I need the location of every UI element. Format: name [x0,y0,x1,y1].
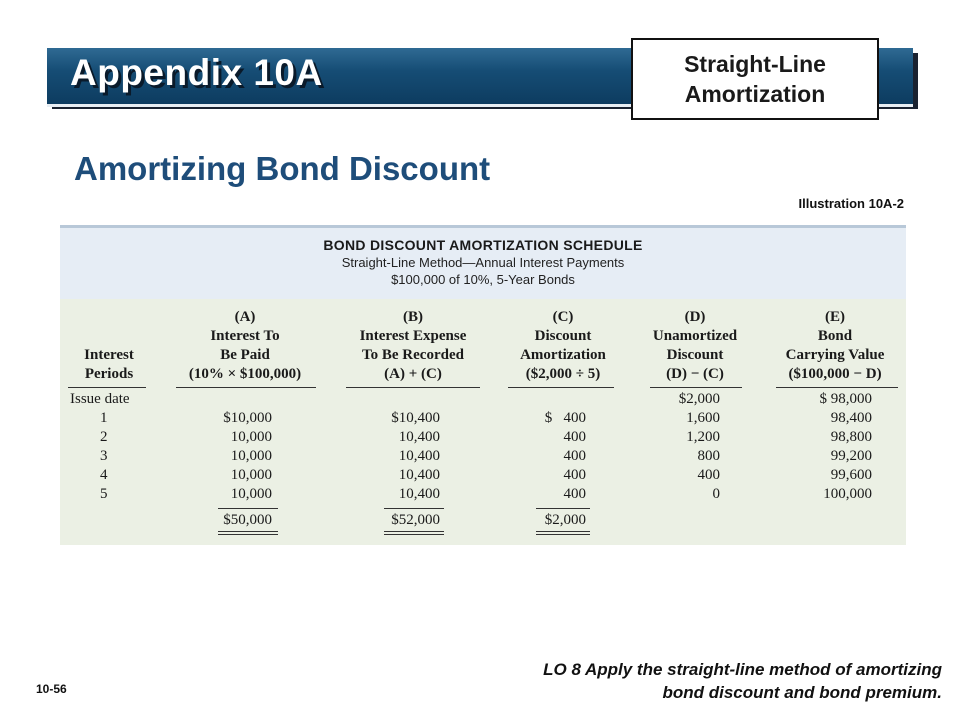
total-rule-a [218,508,278,509]
cell-period-row-4: 4 [100,467,108,483]
cell-b-row-4: 10,400 [398,467,440,483]
double-rule-a-1 [218,531,278,532]
cell-a-row-3: 10,000 [230,448,272,464]
section-title: Amortizing Bond Discount [74,150,491,187]
total-rule-c [536,508,590,509]
schedule-header [60,225,906,299]
double-rule-b-1 [384,531,444,532]
cell-e-row-3: 99,200 [830,448,872,464]
header-rule-a [176,387,316,388]
cell-b-row-5: 10,400 [398,486,440,502]
topic-box [631,38,879,120]
double-rule-b-2 [384,534,444,535]
total-c: $2,000 [544,512,586,528]
header-interest-periods: Interest Periods [84,347,134,382]
schedule-subtitle: Straight-Line Method—Annual Interest Payments [341,255,625,270]
header-col-a: (A) Interest To Be Paid (10% × $100,000) [188,309,302,382]
cell-d-row-3: 800 [697,448,720,464]
schedule-title: BOND DISCOUNT AMORTIZATION SCHEDULE [323,237,643,253]
cell-b-row-1: $10,400 [391,410,440,426]
header-rule-e [776,387,898,388]
header-rule-periods [68,387,146,388]
header-rule-b [346,387,480,388]
schedule-subtitle-2: $100,000 of 10%, 5-Year Bonds [391,272,575,287]
topic-line-2: Amortization [684,81,826,107]
illustration-label: Illustration 10A-2 [798,196,904,211]
cell-a-row-1: $10,000 [223,410,272,426]
header-col-b: (B) Interest Expense To Be Recorded (A) + (C) [359,309,467,382]
total-b: $52,000 [391,512,440,528]
cell-a-row-4: 10,000 [230,467,272,483]
cell-e-row-5: 100,000 [823,486,872,502]
cell-c-row-5: 400 [563,486,586,502]
cell-d-row-2: 1,200 [686,429,720,445]
cell-period-row-2: 2 [100,429,108,445]
cell-a-row-5: 10,000 [230,486,272,502]
cell-period-row-1: 1 [100,410,108,426]
cell-d-row-4: 400 [697,467,720,483]
double-rule-a-2 [218,534,278,535]
double-rule-c-2 [536,534,590,535]
cell-period-row-0: Issue date [70,391,130,407]
cell-e-row-2: 98,800 [830,429,872,445]
cell-e-row-1: 98,400 [830,410,872,426]
learning-objective: LO 8 Apply the straight-line method of amortizing bond discount and bond premium. [543,660,942,702]
cell-b-row-2: 10,400 [398,429,440,445]
cell-c-row-4: 400 [563,467,586,483]
cell-a-row-2: 10,000 [230,429,272,445]
cell-d-row-0: $2,000 [678,391,720,407]
cell-period-row-3: 3 [100,448,108,464]
cell-d-row-5: 0 [712,486,720,502]
page-number: 10-56 [36,682,67,696]
amortization-schedule [60,225,906,545]
cell-e-row-0: $ 98,000 [819,391,872,407]
appendix-title: Appendix 10A [70,52,323,93]
cell-d-row-1: 1,600 [686,410,720,426]
total-a: $50,000 [223,512,272,528]
cell-c-row-2: 400 [563,429,586,445]
total-rule-b [384,508,444,509]
header-col-c: (C) Discount Amortization ($2,000 ÷ 5) [520,309,606,382]
header-col-d: (D) Unamortized Discount (D) − (C) [652,309,738,382]
header-col-e: (E) Bond Carrying Value ($100,000 − D) [785,309,885,382]
header-rule-d [650,387,742,388]
double-rule-c-1 [536,531,590,532]
cell-c-row-1: $ 400 [544,410,586,426]
cell-c-row-3: 400 [563,448,586,464]
header-rule-c [508,387,614,388]
cell-period-row-5: 5 [100,486,108,502]
topic-line-1: Straight-Line [684,51,826,77]
cell-e-row-4: 99,600 [830,467,872,483]
cell-b-row-3: 10,400 [398,448,440,464]
